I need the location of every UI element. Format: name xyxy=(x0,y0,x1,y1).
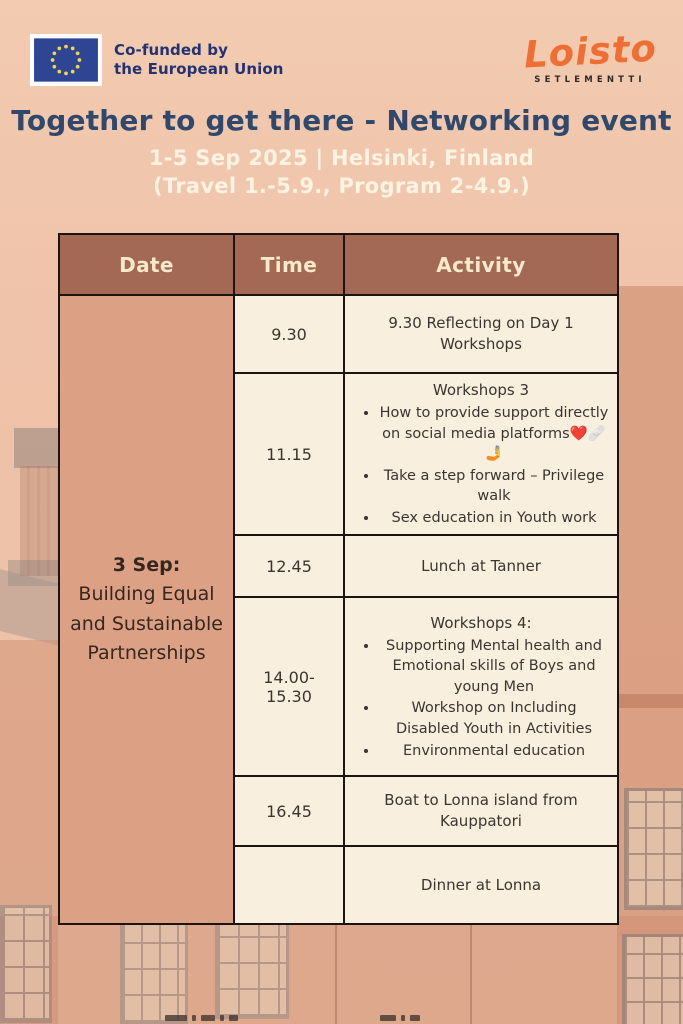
activity-bullet: • Take a step forward – Privilege walk xyxy=(379,466,609,507)
column-header-date: Date xyxy=(59,234,234,295)
time-cell: 11.15 xyxy=(234,373,344,535)
clipped-text-fragment xyxy=(380,1015,420,1021)
eu-cofunded-line1: Co-funded by xyxy=(114,40,229,59)
date-theme-line: Building Equal xyxy=(78,583,215,606)
activity-title: Workshops 4: xyxy=(430,613,532,632)
background-chimney-body xyxy=(20,466,60,576)
date-day: 3 Sep: xyxy=(112,553,181,576)
activity-cell xyxy=(344,597,618,776)
time-cell: 14.00-15.30 xyxy=(234,597,344,776)
event-dates-location: 1-5 Sep 2025 | Helsinki, Finland xyxy=(148,146,535,170)
background-window xyxy=(0,905,52,1023)
background-left-wall xyxy=(0,640,58,1024)
background-window xyxy=(622,934,683,1024)
activity-bullet-list xyxy=(353,636,609,761)
activity-bullet: • How to provide support directly on social media platforms❤️🩹🤳 xyxy=(379,403,609,465)
activity-cell: Boat to Lonna island from Kauppatori xyxy=(344,776,618,846)
page-title: Together to get there - Networking event xyxy=(11,104,672,137)
time-cell: 9.30 xyxy=(234,295,344,373)
activity-bullet: • Workshop on Including Disabled Youth in Activities xyxy=(379,698,609,739)
table-row xyxy=(59,295,618,373)
activity-bullet: • Supporting Mental health and Emotional skills of Boys and young Men xyxy=(379,636,609,698)
column-header-time: Time xyxy=(234,234,344,295)
eu-cofunded-line2: the European Union xyxy=(114,60,284,78)
activity-title: Workshops 3 xyxy=(432,381,530,399)
background-window xyxy=(624,788,683,910)
table-header-row xyxy=(59,234,618,295)
background-wall-seam xyxy=(335,916,337,1024)
event-travel-program: (Travel 1.-5.9., Program 2-4.9.) xyxy=(153,174,530,198)
activity-cell xyxy=(344,373,618,535)
activity-cell: Dinner at Lonna xyxy=(344,846,618,924)
schedule-table xyxy=(58,233,619,925)
column-header-activity: Activity xyxy=(344,234,618,295)
background-bottom-wall xyxy=(0,916,683,1024)
clipped-text-fragment xyxy=(165,1015,238,1021)
background-wall-seam xyxy=(470,916,472,1024)
loisto-subtitle: SETLEMENTTI xyxy=(534,75,646,85)
date-theme-line: and Sustainable xyxy=(70,612,223,635)
time-cell: 12.45 xyxy=(234,535,344,597)
background-chimney-cap xyxy=(14,428,62,468)
eu-cofunded-text xyxy=(114,41,284,80)
background-right-cornice xyxy=(617,694,683,708)
date-theme-line: Partnerships xyxy=(87,642,206,665)
activity-bullet-list xyxy=(353,403,609,528)
eu-cofunded-block xyxy=(30,34,284,86)
activity-cell: 9.30 Reflecting on Day 1 Workshops xyxy=(344,295,618,373)
activity-bullet: • Environmental education xyxy=(379,741,609,762)
background-right-wall xyxy=(617,286,683,1024)
date-cell xyxy=(59,295,234,924)
loisto-logo xyxy=(520,26,660,85)
activity-cell: Lunch at Tanner xyxy=(344,535,618,597)
time-cell: 16.45 xyxy=(234,776,344,846)
activity-bullet: • Sex education in Youth work xyxy=(379,508,609,529)
loisto-wordmark: Loisto xyxy=(522,26,658,77)
eu-flag-icon xyxy=(30,34,102,86)
time-cell xyxy=(234,846,344,924)
